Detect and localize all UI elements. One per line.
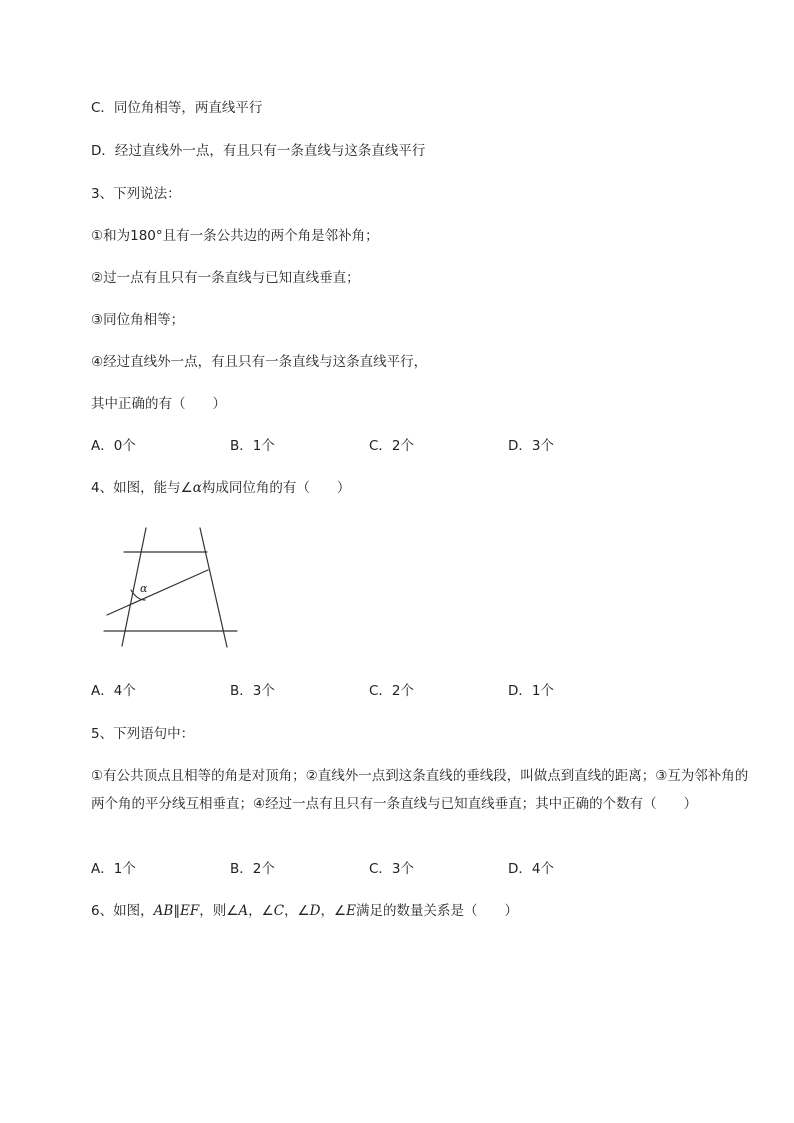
q5-option-b: B．2个 [230, 861, 275, 877]
q4-stem [91, 478, 350, 498]
q4-option-b: B．3个 [230, 683, 275, 699]
q6-part-5: ，∠ [284, 903, 310, 919]
q5-option-d: D．4个 [508, 861, 554, 877]
q4-stem-alpha: α [192, 480, 202, 496]
q6-angle-c: C [273, 903, 285, 919]
q6-angle-e: E [346, 903, 356, 919]
q4-stem-part-b: 构成同位角的有（ ） [201, 480, 351, 496]
q3-option-c: C．2个 [369, 438, 415, 454]
q6-part-4: ，∠ [248, 903, 274, 919]
q6-part-7: 满足的数量关系是（ ） [355, 903, 518, 919]
q3-statement-1: ①和为180°且有一条公共边的两个角是邻补角； [91, 228, 379, 244]
q3-stem: 3、下列说法： [91, 186, 181, 202]
q4-option-d: D．1个 [508, 683, 554, 699]
q5-stem: 5、下列语句中： [91, 726, 195, 742]
q4-option-a: A．4个 [91, 683, 136, 699]
right-slanted-line [200, 528, 227, 647]
q3-statement-3: ③同位角相等； [91, 312, 185, 328]
q6-part-1: 6、如图， [91, 903, 154, 919]
q5-body: ①有公共顶点且相等的角是对顶角；②直线外一点到这条直线的垂线段，叫做点到直线的距离；③互为邻补角的两个角的平分线互相垂直；④经过一点有且只有一条直线与已知直线垂直；其中正确的个数有（ ） [91, 768, 749, 812]
q6-parallel: ∥ [173, 903, 181, 919]
q3-question: 其中正确的有（ ） [91, 396, 226, 412]
q2-option-d: D．经过直线外一点，有且只有一条直线与这条直线平行 [91, 143, 426, 159]
transversal-line [107, 570, 208, 615]
q6-stem [91, 901, 518, 921]
q3-option-d: D．3个 [508, 438, 554, 454]
q5-option-c: C．3个 [369, 861, 415, 877]
figure-alpha-label: α [140, 582, 148, 595]
q6-part-6: ，∠ [320, 903, 347, 919]
q4-stem-part-a: 4、如图，能与∠ [91, 480, 193, 496]
q5-option-a: A．1个 [91, 861, 136, 877]
q4-figure [100, 522, 242, 652]
q6-part-3: ，则∠ [199, 903, 239, 919]
q3-option-a: A．0个 [91, 438, 136, 454]
q6-ab: AB [153, 903, 174, 919]
q6-angle-d: D [309, 903, 321, 919]
q2-option-c: C．同位角相等，两直线平行 [91, 100, 263, 116]
q3-statement-4: ④经过直线外一点，有且只有一条直线与这条直线平行， [91, 354, 428, 370]
q3-option-b: B．1个 [230, 438, 275, 454]
q3-statement-2: ②过一点有且只有一条直线与已知直线垂直； [91, 270, 360, 286]
q6-angle-a: A [238, 903, 249, 919]
q4-option-c: C．2个 [369, 683, 415, 699]
q6-ef: EF [180, 903, 200, 919]
